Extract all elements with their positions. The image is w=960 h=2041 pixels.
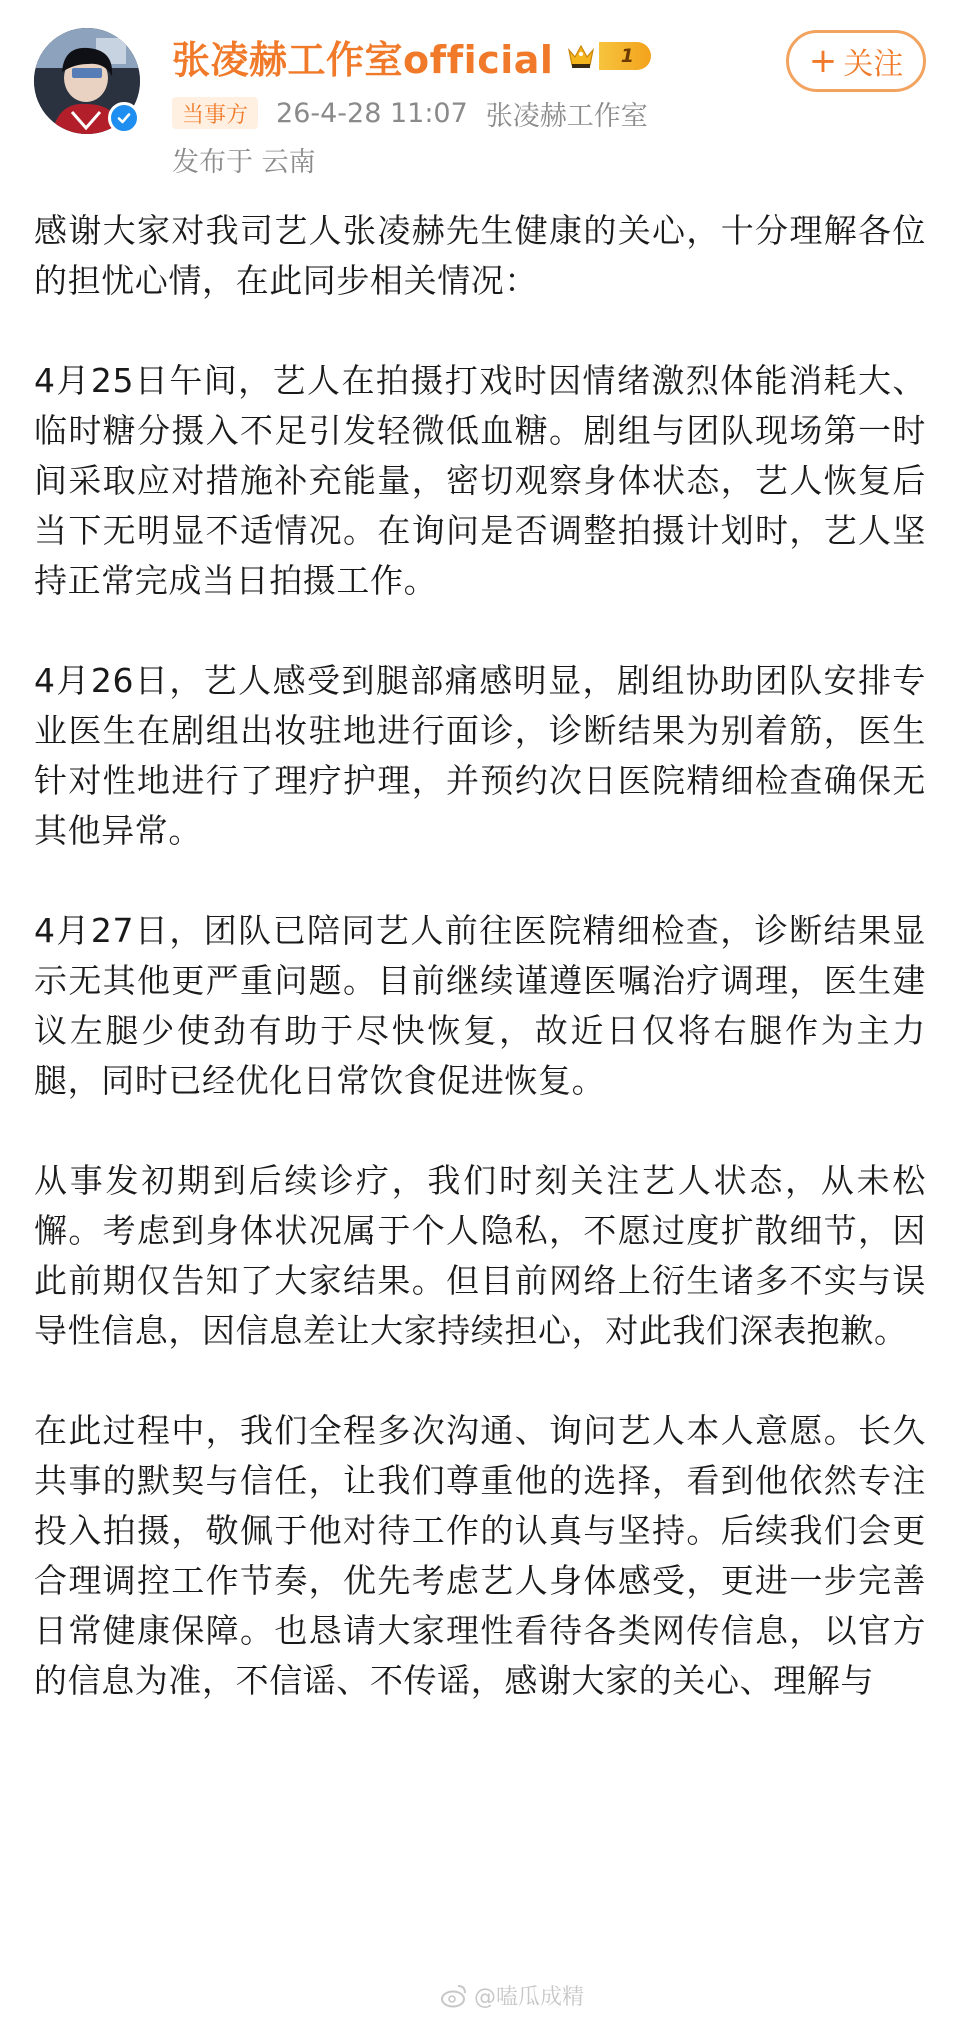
- post-paragraph: 在此过程中，我们全程多次沟通、询问艺人本人意愿。长久共事的默契与信任，让我们尊重他的选择，看到他依然专注投入拍摄，敬佩于他对待工作的认真与坚持。后续我们会更合理调控工作节奏，优先考虑艺人身体感受，更进一步完善日常健康保障。也恳请大家理性看待各类网传信息，以官方的信息为准，不信谣、不传谣，感谢大家的关心、理解与: [34, 1411, 926, 1700]
- post-time: 26-4-28 11:07: [276, 97, 468, 129]
- crown-icon: [565, 40, 597, 72]
- post-header: [0, 0, 960, 185]
- post-meta: [172, 94, 648, 132]
- post-source: 张凌赫工作室: [485, 100, 648, 132]
- author-name[interactable]: 张凌赫工作室official: [172, 37, 554, 82]
- author-name-row: [172, 26, 651, 86]
- verified-check-icon: [108, 102, 140, 134]
- party-tag: 当事方: [172, 97, 258, 129]
- post-paragraph: 4月27日，团队已陪同艺人前往医院精细检查，诊断结果显示无其他更严重问题。目前继续谨遵医嘱治疗调理，医生建议左腿少使劲有助于尽快恢复，故近日仅将右腿作为主力腿，同时已经优化日常饮食促进恢复。: [34, 911, 926, 1100]
- watermark: [440, 1980, 584, 2011]
- post-paragraph: 4月25日午间，艺人在拍摄打戏时因情绪激烈体能消耗大、临时糖分摄入不足引发轻微低血糖。剧组与团队现场第一时间采取应对措施补充能量，密切观察身体状态，艺人恢复后当下无明显不适情况。在询问是否调整拍摄计划时，艺人坚持正常完成当日拍摄工作。: [34, 361, 926, 600]
- watermark-text: @嗑瓜成精: [474, 1985, 585, 2010]
- post-location: 发布于 云南: [172, 147, 316, 178]
- plus-icon: +: [808, 41, 838, 81]
- post-paragraph: 从事发初期到后续诊疗，我们时刻关注艺人状态，从未松懈。考虑到身体状况属于个人隐私，不愿过度扩散细节，因此前期仅告知了大家结果。但目前网络上衍生诸多不实与误导性信息，因信息差让大家持续担心，对此我们深表抱歉。: [34, 1161, 926, 1350]
- follow-button[interactable]: [786, 30, 926, 92]
- weibo-logo-icon: [440, 1982, 468, 2010]
- post-body: [34, 206, 926, 1756]
- post-paragraph: 4月26日，艺人感受到腿部痛感明显，剧组协助团队安排专业医生在剧组出妆驻地进行面诊，诊断结果为别着筋，医生针对性地进行了理疗护理，并预约次日医院精细检查确保无其他异常。: [34, 661, 926, 850]
- level-badge: 1: [599, 42, 651, 70]
- post-paragraph: 感谢大家对我司艺人张凌赫先生健康的关心，十分理解各位的担忧心情，在此同步相关情况：: [34, 211, 926, 300]
- follow-label: 关注: [843, 47, 904, 82]
